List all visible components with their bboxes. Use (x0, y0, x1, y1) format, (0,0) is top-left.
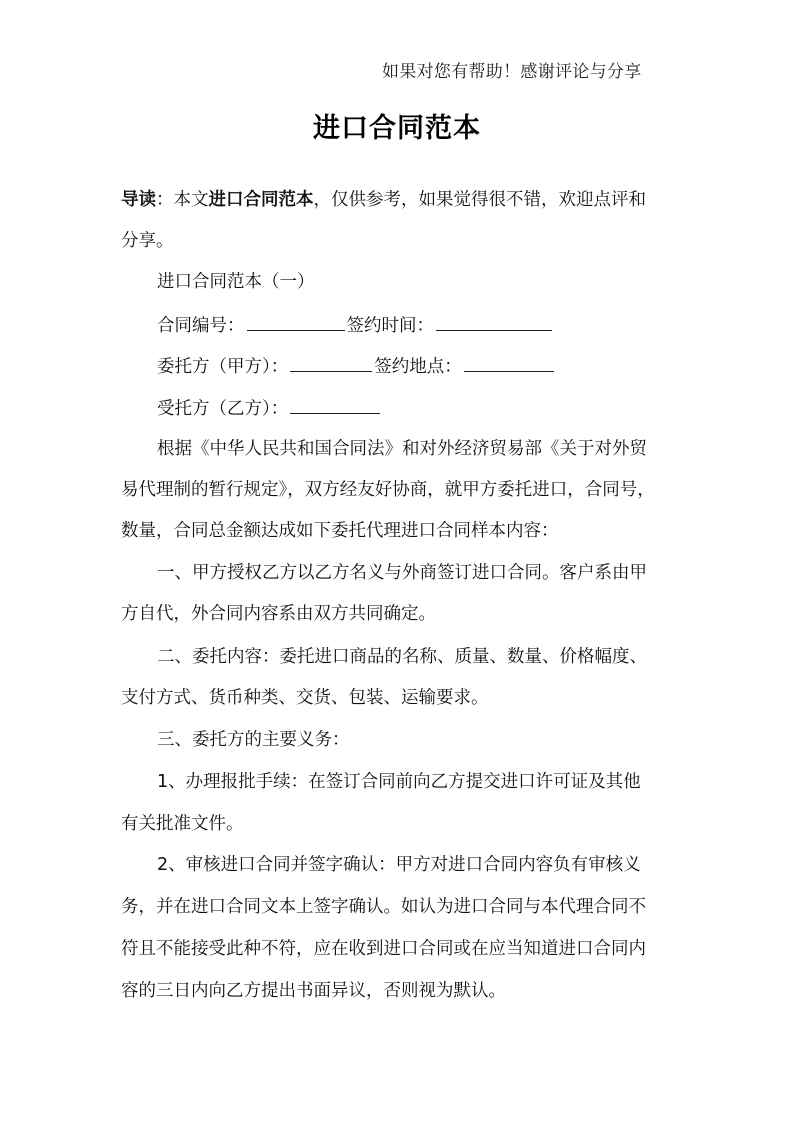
paragraph-5-line-1: 1、办理报批手续：在签订合同前向乙方提交进口许可证及其他 (157, 772, 641, 792)
paragraph-6-line-1: 2、审核进口合同并签字确认：甲方对进口合同内容负有审核义 (157, 855, 641, 875)
paragraph-2-line-1: 一、甲方授权乙方以乙方名义与外商签订进口合同。客户系由甲 (157, 563, 647, 583)
header-note: 如果对您有帮助！感谢评论与分享 (382, 62, 642, 82)
sign-time-blank[interactable] (436, 312, 552, 331)
sign-place-blank[interactable] (464, 353, 554, 372)
paragraph-6-line-2: 务，并在进口合同文本上签字确认。如认为进口合同与本代理合同不 (121, 897, 646, 917)
intro-line-1 (121, 188, 646, 212)
agent-label: 受托方（乙方）： (157, 399, 289, 419)
paragraph-6-line-3: 符且不能接受此种不符，应在收到进口合同或在应当知道进口合同内 (121, 939, 646, 959)
paragraph-2-line-2: 方自代，外合同内容系由双方共同确定。 (121, 604, 436, 624)
paragraph-5-line-2: 有关批准文件。 (121, 814, 244, 834)
agent-blank[interactable] (290, 395, 380, 414)
principal-blank[interactable] (290, 353, 372, 372)
intro-rest: ，仅供参考，如果觉得很不错，欢迎点评和 (313, 190, 646, 210)
field-row-contract-no (157, 312, 554, 338)
sign-time-label: 签约时间： (346, 316, 434, 336)
paragraph-3-line-2: 支付方式、货币种类、交货、包装、运输要求。 (121, 688, 489, 708)
intro-label: 导读 (121, 190, 156, 210)
contract-no-label: 合同编号： (157, 316, 245, 336)
principal-label: 委托方（甲方）： (157, 357, 289, 377)
field-row-principal (157, 353, 556, 379)
intro-colon: ：本文 (156, 190, 209, 210)
intro-line-2: 分享。 (121, 231, 174, 251)
paragraph-3-line-1: 二、委托内容：委托进口商品的名称、质量、数量、价格幅度、 (157, 647, 647, 667)
field-row-agent (157, 395, 382, 421)
paragraph-6-line-4: 容的三日内向乙方提出书面异议，否则视为默认。 (121, 981, 506, 1001)
paragraph-1-line-3: 数量，合同总金额达成如下委托代理进口合同样本内容： (121, 521, 559, 541)
paragraph-1-line-2: 易代理制的暂行规定》，双方经友好协商，就甲方委托进口，合同号， (121, 480, 655, 500)
sign-place-label: 签约地点： (374, 357, 462, 377)
section-heading: 进口合同范本（一） (157, 272, 315, 292)
contract-no-blank[interactable] (247, 312, 345, 331)
document-title: 进口合同范本 (313, 113, 481, 144)
paragraph-1-line-1: 根据《中华人民共和国合同法》和对外经济贸易部《关于对外贸 (157, 439, 647, 459)
paragraph-4-line-1: 三、委托方的主要义务： (157, 730, 350, 750)
intro-bold-title: 进口合同范本 (208, 190, 314, 210)
